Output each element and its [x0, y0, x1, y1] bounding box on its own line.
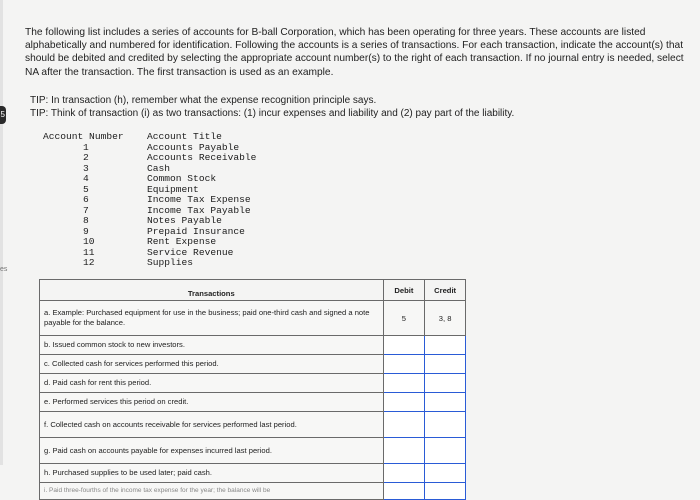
accounts-header	[43, 132, 256, 143]
credit-select[interactable]	[425, 355, 466, 374]
credit-header: Credit	[425, 280, 466, 301]
account-row	[43, 258, 256, 269]
account-title-header: Account Title	[147, 131, 222, 142]
credit-select[interactable]	[425, 483, 466, 500]
transaction-row-d	[40, 374, 466, 393]
credit-select[interactable]	[425, 336, 466, 355]
account-number: 2	[83, 152, 89, 163]
account-number: 7	[83, 204, 89, 216]
left-edge-bar	[0, 0, 3, 465]
account-number: 6	[83, 194, 89, 205]
debit-select[interactable]	[383, 483, 425, 500]
account-row	[43, 153, 256, 164]
transaction-row-h	[40, 464, 466, 483]
transaction-row-g	[40, 438, 466, 464]
account-title: Notes Payable	[147, 215, 222, 226]
account-title: Accounts Receivable	[147, 152, 257, 163]
account-number: 12	[83, 257, 95, 268]
account-title: Cash	[147, 162, 171, 174]
debit-select[interactable]	[383, 374, 425, 393]
account-title: Equipment	[147, 183, 199, 195]
transaction-row-e	[40, 393, 466, 412]
account-number: 3	[83, 162, 89, 174]
tip-h: TIP: In transaction (h), remember what the expense recognition principle says.	[30, 95, 377, 106]
account-row	[43, 216, 256, 227]
credit-select[interactable]	[425, 464, 466, 483]
transaction-text: d. Paid cash for rent this period.	[40, 374, 384, 393]
transaction-text: i. Paid three-fourths of the income tax expense for the year; the balance will be	[44, 487, 271, 494]
transaction-row-b	[40, 336, 466, 355]
transaction-row-i	[40, 483, 466, 500]
account-title: Accounts Payable	[147, 141, 240, 153]
account-number: 10	[83, 236, 95, 247]
transaction-text: h. Purchased supplies to be used later; paid cash.	[40, 464, 384, 483]
tips-block	[30, 95, 670, 120]
transaction-text: c. Collected cash for services performed this period.	[40, 355, 384, 374]
debit-select[interactable]	[383, 393, 425, 412]
side-label: es	[0, 266, 8, 273]
credit-select[interactable]	[425, 393, 466, 412]
account-title: Income Tax Expense	[147, 194, 251, 205]
side-tab[interactable]: 5	[0, 106, 6, 124]
transaction-text: g. Paid cash on accounts payable for expenses incurred last period.	[40, 438, 384, 464]
credit-value: 3, 8	[425, 301, 466, 336]
debit-select[interactable]	[383, 355, 425, 374]
debit-select[interactable]	[383, 464, 425, 483]
credit-select[interactable]	[425, 412, 466, 438]
account-row	[43, 195, 256, 206]
debit-select[interactable]	[383, 438, 425, 464]
account-title: Service Revenue	[147, 246, 234, 258]
transaction-row-example	[40, 301, 466, 336]
account-number: 1	[83, 141, 89, 153]
transactions-header: Transactions	[40, 280, 384, 301]
account-title: Supplies	[147, 257, 194, 268]
accounts-list	[43, 132, 256, 269]
transaction-text: e. Performed services this period on credit.	[40, 393, 384, 412]
transactions-table	[39, 279, 466, 500]
account-number-header: Account Number	[43, 131, 124, 142]
tip-i: TIP: Think of transaction (i) as two transactions: (1) incur expenses and liability and (2) pay part of the liability.	[30, 107, 515, 119]
credit-select[interactable]	[425, 438, 466, 464]
account-title: Common Stock	[147, 173, 217, 184]
transaction-text: a. Example: Purchased equipment for use in the business; paid one-third cash and signed a note payable for the balance.	[40, 301, 384, 336]
transaction-row-c	[40, 355, 466, 374]
credit-select[interactable]	[425, 374, 466, 393]
debit-select[interactable]	[383, 336, 425, 355]
transaction-row-f	[40, 412, 466, 438]
account-title: Prepaid Insurance	[147, 225, 245, 237]
account-number: 8	[83, 215, 89, 226]
account-number: 11	[83, 246, 95, 258]
account-number: 4	[83, 173, 89, 184]
account-title: Income Tax Payable	[147, 204, 251, 216]
instructions-paragraph: The following list includes a series of accounts for B-ball Corporation, which has been operating for three years. These accounts are listed alphabetically and numbered for identification. Following the accounts is a series of transactions. For each transaction, indicate the account(s) that should be debited and credited by selecting the appropriate account number(s) to the right of each transaction. If no journal entry is needed, select NA after the transaction. The first transaction is used as an example.	[25, 27, 684, 78]
transaction-text: f. Collected cash on accounts receivable for services performed last period.	[40, 412, 384, 438]
account-number: 5	[83, 183, 89, 195]
debit-value: 5	[383, 301, 425, 336]
transaction-text: b. Issued common stock to new investors.	[40, 336, 384, 355]
account-row	[43, 174, 256, 185]
debit-select[interactable]	[383, 412, 425, 438]
account-row	[43, 237, 256, 248]
transactions-header-row	[40, 280, 466, 301]
account-number: 9	[83, 225, 89, 237]
account-title: Rent Expense	[147, 236, 217, 247]
debit-header: Debit	[383, 280, 425, 301]
